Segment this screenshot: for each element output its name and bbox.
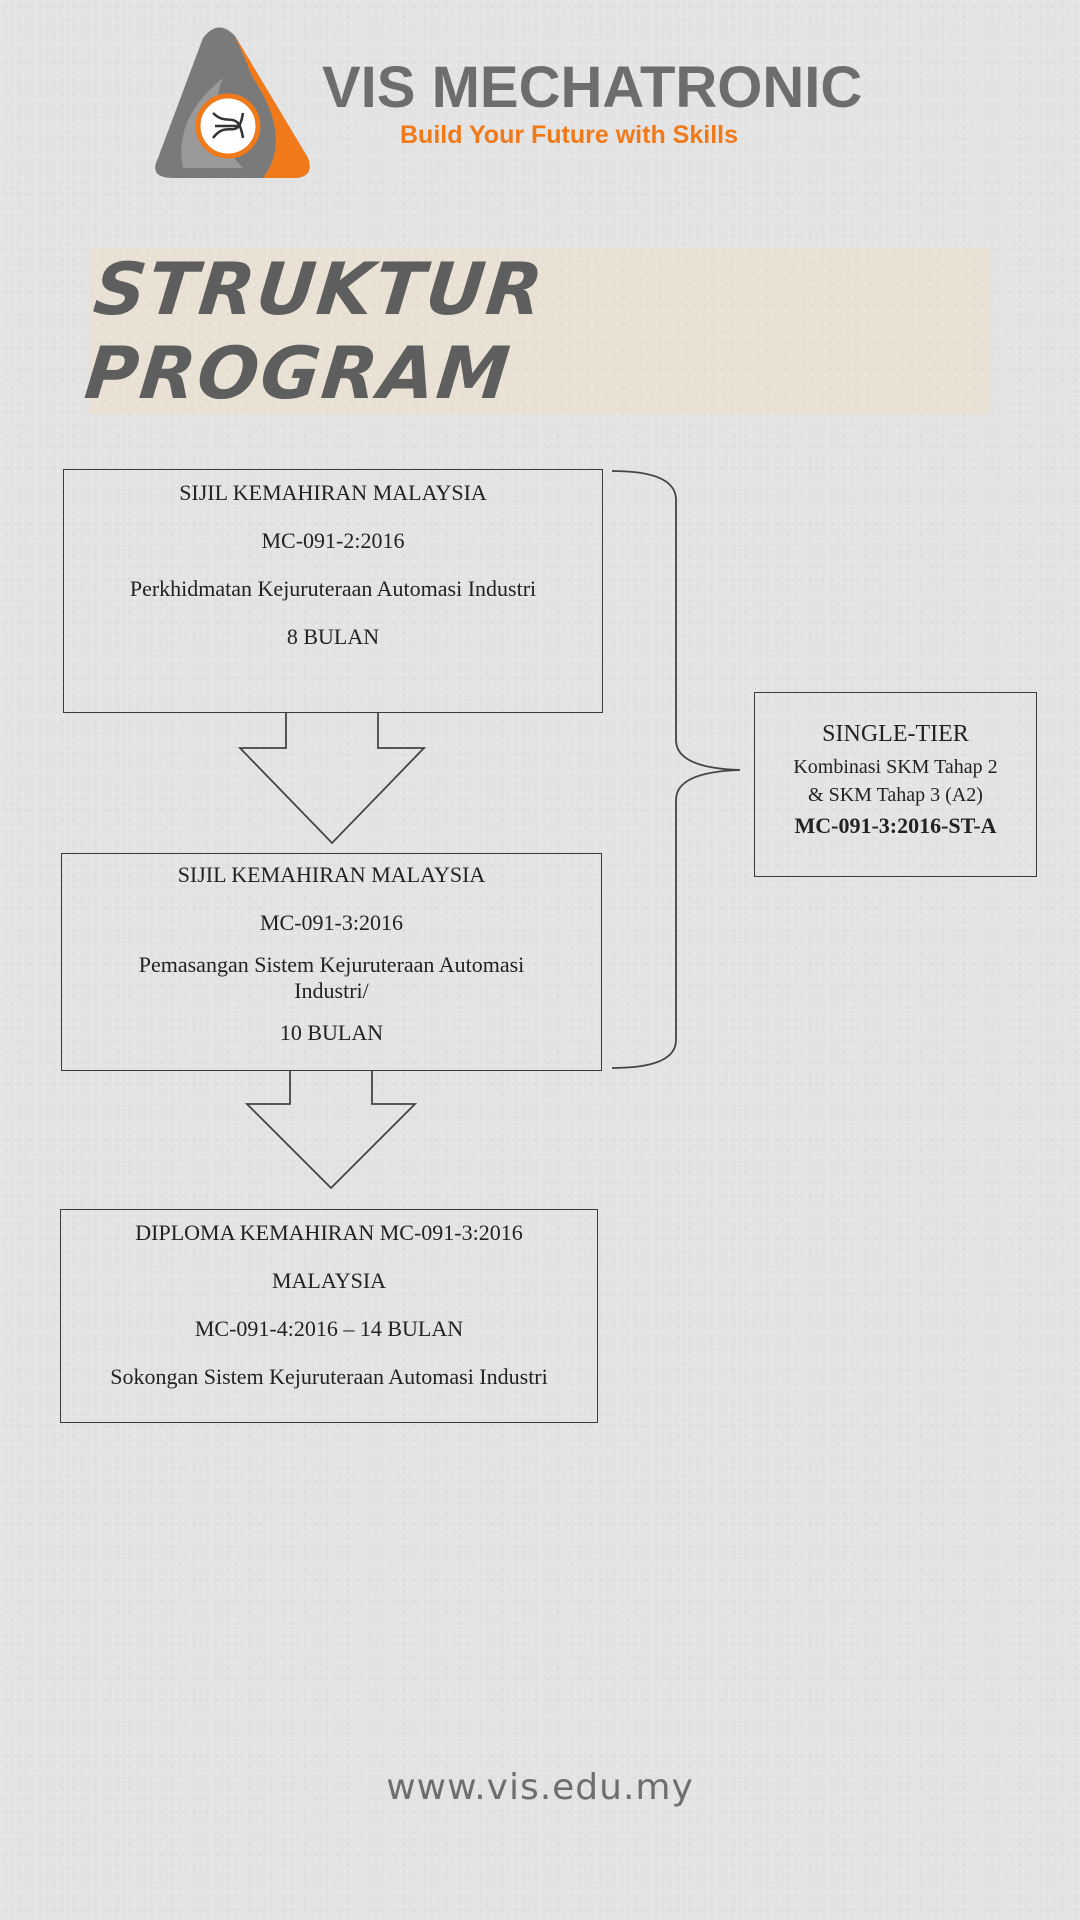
box-skm3-line3b: Industri/ [294, 978, 369, 1003]
box-skm2-line3: Perkhidmatan Kejuruteraan Automasi Industri [129, 576, 537, 601]
box-skm3-line2: MC-091-3:2016 [260, 910, 403, 935]
box-skm2-line2: MC-091-2:2016 [261, 528, 405, 553]
down-arrow-1 [240, 713, 424, 843]
box-skm2-line1: SIJIL KEMAHIRAN MALAYSIA [179, 480, 487, 505]
box-dkm-line1: DIPLOMA KEMAHIRAN MC-091-3:2016 [135, 1220, 523, 1245]
box-skm-level-3 [61, 853, 602, 1071]
box-single-tier [754, 692, 1037, 877]
single-tier-title: SINGLE-TIER [822, 721, 969, 747]
single-tier-line2: & SKM Tahap 3 (A2) [808, 784, 983, 806]
footer-url: www.vis.edu.my [386, 1767, 694, 1808]
box-dkm-line2: MALAYSIA [271, 1268, 387, 1293]
box-skm3-line4: 10 BULAN [279, 1020, 384, 1045]
brand-name: VIS MECHATRONIC [322, 55, 863, 120]
box-dkm-line3: MC-091-4:2016 – 14 BULAN [194, 1316, 464, 1341]
single-tier-code: MC-091-3:2016-ST-A [794, 813, 997, 838]
curly-brace [612, 471, 740, 1068]
down-arrow-2 [247, 1071, 415, 1188]
box-dkm-line4: Sokongan Sistem Kejuruteraan Automasi Industri [110, 1364, 548, 1389]
box-diploma [60, 1209, 598, 1423]
triangle-swirl-logo-icon [143, 18, 318, 190]
page-title: STRUKTUR PROGRAM [81, 247, 549, 415]
title-banner [81, 247, 990, 415]
box-skm3-line3a: Pemasangan Sistem Kejuruteraan Automasi [138, 952, 525, 977]
box-skm2-line4: 8 BULAN [286, 624, 380, 649]
single-tier-line1: Kombinasi SKM Tahap 2 [793, 756, 998, 778]
box-skm-level-2 [63, 469, 603, 713]
brand-tagline: Build Your Future with Skills [400, 121, 738, 149]
box-skm3-line1: SIJIL KEMAHIRAN MALAYSIA [177, 862, 486, 887]
